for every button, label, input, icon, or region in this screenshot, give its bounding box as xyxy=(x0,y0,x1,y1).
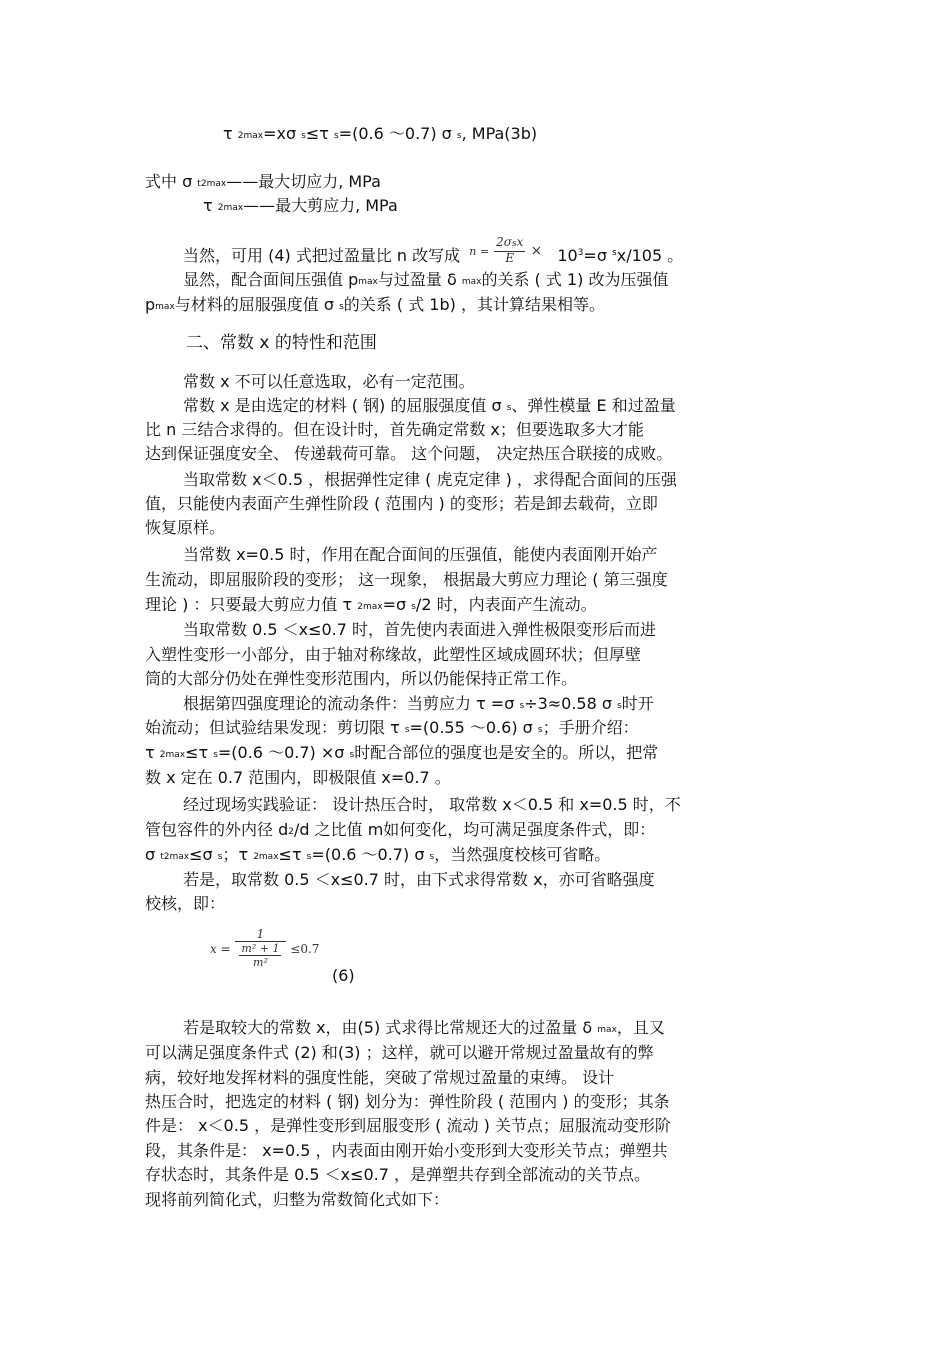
text-run: ；τ xyxy=(222,845,254,864)
text-run: τ xyxy=(203,196,218,215)
subscript: 2max xyxy=(159,750,186,760)
paragraph-line xyxy=(145,1068,614,1088)
n-formula: n = $\frac{\text{2σsx}}{E}$ × xyxy=(469,235,543,265)
text-run: 10 xyxy=(557,246,578,265)
subscript: s xyxy=(411,602,416,612)
text-run: 时配合部位的强度也是安全的。所以，把常 xyxy=(354,743,659,762)
paragraph-line xyxy=(145,1141,668,1161)
paragraph-line xyxy=(145,718,639,741)
paragraph-line xyxy=(145,645,641,665)
subscript: s xyxy=(537,725,543,735)
subscript: max xyxy=(461,277,482,287)
text-run: p xyxy=(145,295,156,314)
paragraph-line xyxy=(145,768,451,788)
paragraph-line xyxy=(145,570,668,590)
paragraph-text: 当然，可用 (4) 式把过盈量比 n 改写成 xyxy=(183,246,461,265)
paragraph-line xyxy=(145,1092,670,1112)
text-run: ≤σ xyxy=(189,845,218,864)
text-run: 当取常数 x＜0.5 ，根据弹性定律 ( 虎克定律 ) ，求得配合面间的压强 xyxy=(183,470,677,489)
paragraph-line xyxy=(145,894,225,914)
subscript: t2max xyxy=(197,179,227,189)
subscript: s xyxy=(349,750,355,760)
text-run: ≤τ xyxy=(305,124,334,143)
subscript: 2max xyxy=(217,203,244,213)
text-run: 与过盈量 δ xyxy=(377,270,462,289)
paragraph-line xyxy=(183,1018,665,1041)
subscript: s xyxy=(213,750,218,760)
text-run: 若是取较大的常数 x，由(5) 式求得比常规还大的过盈量 δ xyxy=(183,1018,598,1037)
text-run: 比 n 三结合求得的。但在设计时，首先确定常数 x；但要选取多大才能 xyxy=(145,420,644,439)
text-run: ÷3≈0.58 σ xyxy=(524,694,618,713)
paragraph-line xyxy=(145,1190,449,1210)
text-run: 经过现场实践验证： 设计热压合时， 取常数 x＜0.5 和 x=0.5 时，不 xyxy=(183,795,681,814)
text-run: 值，只能使内表面产生弹性阶段 ( 范围内 ) 的变形；若是卸去载荷，立即 xyxy=(145,494,658,513)
text-run: 筒的大部分仍处在弹性变形范围内，所以仍能保持正常工作。 xyxy=(145,669,578,688)
text-run: ≤τ xyxy=(185,743,214,762)
paragraph-text xyxy=(557,246,683,265)
text-run: 段，其条件是： x=0.5 ，内表面由刚开始小变形到大变形关节点；弹塑共 xyxy=(145,1141,668,1160)
text-run: 现将前列简化式，归整为常数简化式如下： xyxy=(145,1190,450,1209)
subscript: s xyxy=(506,403,512,413)
paragraph-line xyxy=(145,518,225,538)
text-run: 存状态时，其条件是 0.5 ＜x≤0.7 ，是弹塑共存到全部流动的关节点。 xyxy=(145,1165,651,1184)
paragraph-line xyxy=(183,870,655,890)
text-run: 当取常数 0.5 ＜x≤0.7 时，首先使内表面进入弹性极限变形后而进 xyxy=(183,620,657,639)
text-run: 管包容件的外内径 d xyxy=(145,820,289,839)
text-run: /2 时，内表面产生流动。 xyxy=(415,595,597,614)
subscript: s xyxy=(334,131,339,141)
text-run: ——最大切应力, MPa xyxy=(226,172,381,191)
text-run: 若是，取常数 0.5 ＜x≤0.7 时，由下式求得常数 x，亦可省略强度 xyxy=(183,870,655,889)
paragraph-line xyxy=(145,444,672,464)
text-run: σ xyxy=(145,845,161,864)
paragraph-line xyxy=(145,420,644,440)
text-run: 始流动；但试验结果发现：剪切限 τ xyxy=(145,718,405,737)
subscript: 2max xyxy=(253,852,279,862)
text-run: =xσ xyxy=(263,124,302,143)
subscript: s xyxy=(301,131,306,141)
text-run: 病，较好地发挥材料的强度性能，突破了常规过盈量的束缚。 设计 xyxy=(145,1068,615,1087)
text-run: =(0.55 ～0.6) σ xyxy=(409,718,538,737)
text-run: 生流动，即屈服阶段的变形； 这一现象， 根据最大剪应力理论 ( 第三强度 xyxy=(145,570,668,589)
paragraph-line xyxy=(183,795,681,815)
text-run: 的关系 ( 式 1b) ，其计算结果相等。 xyxy=(343,295,605,314)
subscript: s xyxy=(429,852,435,862)
text-run: 显然，配合面间压强值 p xyxy=(183,270,359,289)
text-run: 达到保证强度安全、 传递载荷可靠。 这个问题， 决定热压合联接的成败。 xyxy=(145,444,673,463)
text-run: x/105 。 xyxy=(616,246,684,265)
text-run: 入塑性变形一小部分，由于轴对称缘故，此塑性区域成圆环状；但厚壁 xyxy=(145,645,642,664)
text-run: /d 之比值 m如何变化，均可满足强度条件式，即： xyxy=(293,820,656,839)
paragraph-line xyxy=(145,1043,654,1063)
text-run: 常数 x 不可以任意选取，必有一定范围。 xyxy=(183,372,475,391)
equation-6: x = $\frac{1}{\frac{\text{m² + 1}}{\text{m²}}}$ ≤0.7 xyxy=(210,927,320,969)
text-run: 可以满足强度条件式 (2) 和(3) ；这样，就可以避开常规过盈量故有的弊 xyxy=(145,1043,654,1062)
text-run: ，当然强度校核可省略。 xyxy=(434,845,611,864)
text-run: 时开 xyxy=(621,694,654,713)
text-run: ，且又 xyxy=(616,1018,665,1037)
text-run: 校核，即： xyxy=(145,894,226,913)
definition-sigma-t2max xyxy=(145,172,381,195)
superscript: 3 xyxy=(577,247,584,258)
subscript: 2max xyxy=(237,131,264,141)
paragraph-line xyxy=(183,545,658,565)
subscript: max xyxy=(155,302,175,312)
paragraph-line xyxy=(145,743,658,766)
paragraph-line xyxy=(183,694,654,717)
paragraph-n-formula xyxy=(183,235,684,271)
text-run: , MPa(3b) xyxy=(461,124,538,143)
paragraph-line xyxy=(183,270,668,293)
paragraph-line xyxy=(145,820,655,843)
text-run: τ xyxy=(223,124,238,143)
equation-3b xyxy=(223,124,537,147)
subscript: s xyxy=(404,725,410,735)
section-heading: 二、常数 x 的特性和范围 xyxy=(186,333,377,353)
paragraph-line xyxy=(145,494,658,514)
paragraph-line xyxy=(183,470,677,490)
paragraph-line xyxy=(145,1116,671,1136)
paragraph-line xyxy=(183,396,676,419)
text-run: ——最大剪应力, MPa xyxy=(243,196,398,215)
text-run: 式中 σ xyxy=(145,172,198,191)
paragraph-line xyxy=(183,372,475,392)
text-run: 件是： x＜0.5 ，是弹性变形到屈服变形 ( 流动 ) 关节点；屈服流动变形阶 xyxy=(145,1116,671,1135)
text-run: 恢复原样。 xyxy=(145,518,226,537)
text-run: ；手册介绍： xyxy=(542,718,639,737)
paragraph-line xyxy=(145,595,597,618)
text-run: 、弹性模量 E 和过盈量 xyxy=(511,396,676,415)
text-run: τ xyxy=(145,743,160,762)
text-run: =(0.6 ～0.7) σ xyxy=(338,124,457,143)
text-run: =σ xyxy=(382,595,412,614)
subscript: s xyxy=(456,131,462,141)
paragraph-line xyxy=(145,1165,650,1185)
text-run: =(0.6 ～0.7) ×σ xyxy=(217,743,350,762)
subscript: 2max xyxy=(357,602,383,612)
subscript: 2 xyxy=(288,827,294,837)
superscript: s xyxy=(612,247,617,258)
paragraph-line xyxy=(145,669,577,689)
subscript: max xyxy=(597,1025,617,1035)
subscript: s xyxy=(617,701,622,711)
subscript: s xyxy=(306,852,312,862)
text-run: 热压合时，把选定的材料 ( 钢) 划分为：弹性阶段 ( 范围内 ) 的变形；其条 xyxy=(145,1092,670,1111)
text-run: =σ xyxy=(583,246,613,265)
paragraph-line xyxy=(145,295,605,318)
text-run: 当常数 x=0.5 时，作用在配合面间的压强值，能使内表面刚开始产 xyxy=(183,545,658,564)
text-run: 根据第四强度理论的流动条件：当剪应力 τ =σ xyxy=(183,694,520,713)
subscript: max xyxy=(358,277,378,287)
text-run: 的关系 ( 式 1) 改为压强值 xyxy=(481,270,669,289)
subscript: s xyxy=(217,852,223,862)
text-run: 数 x 定在 0.7 范围内，即极限值 x=0.7 。 xyxy=(145,768,451,787)
text-run: 与材料的屈服强度值 σ xyxy=(174,295,340,314)
subscript: s xyxy=(339,302,344,312)
text-run: =(0.6 ～0.7) σ xyxy=(311,845,430,864)
paragraph-line xyxy=(183,620,656,640)
subscript: s xyxy=(519,701,525,711)
equation-6-label: (6) xyxy=(332,966,355,985)
definition-tau-2max xyxy=(203,196,398,219)
text-run: 理论 ) ：只要最大剪应力值 τ xyxy=(145,595,358,614)
paragraph-line xyxy=(145,845,610,868)
text-run: 常数 x 是由选定的材料 ( 钢) 的屈服强度值 σ xyxy=(183,396,507,415)
subscript: t2max xyxy=(160,852,190,862)
text-run: ≤τ xyxy=(278,845,307,864)
